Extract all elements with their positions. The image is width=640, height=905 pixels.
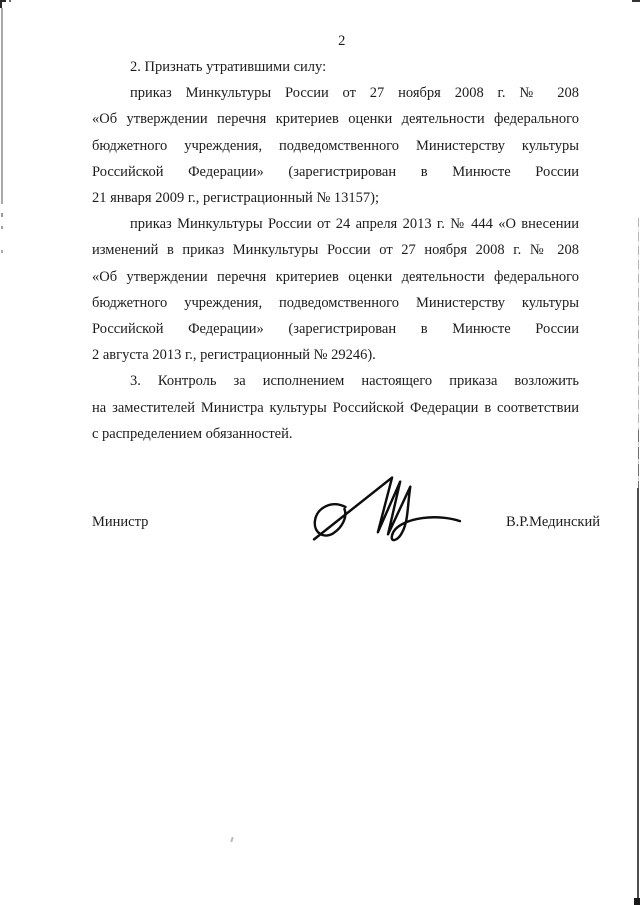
document-line: Российской Федерации» (зарегистрирован в Минюсте России — [92, 321, 579, 338]
scan-artifact-top-right — [632, 0, 640, 2]
document-line: 2 августа 2013 г., регистрационный № 29246). — [92, 347, 376, 364]
document-line: 3. Контроль за исполнением настоящего приказа возложить — [130, 373, 579, 390]
document-line: бюджетного учреждения, подведомственного Министерству культуры — [92, 137, 579, 154]
page-number: 2 — [338, 33, 346, 49]
scan-artifact-dash — [1, 213, 3, 217]
document-line: бюджетного учреждения, подведомственного Министерству культуры — [92, 294, 579, 311]
signer-name: В.Р.Мединский — [505, 514, 600, 530]
document-line: приказ Минкультуры России от 24 апреля 2013 г. № 444 «О внесении — [130, 216, 579, 233]
scan-artifact-top-left — [0, 0, 6, 2]
document-line: 2. Признать утратившими силу: — [130, 59, 327, 75]
document-line: приказ Минкультуры России от 27 ноября 2008 г. № 208 — [130, 85, 579, 102]
document-line: «Об утверждении перечня критериев оценки деятельности федерального — [92, 268, 579, 285]
scan-artifact-dot — [9, 0, 11, 2]
scan-artifact-dash — [1, 226, 3, 229]
paragraph-item-2 — [92, 54, 579, 80]
scan-artifact-left-edge-line — [1, 8, 3, 204]
scan-artifact-dash — [1, 250, 3, 253]
signer-post-title: Министр — [92, 514, 149, 530]
document-line: 21 января 2009 г., регистрационный № 13157); — [92, 190, 380, 207]
scan-artifact-bottom-right — [634, 898, 640, 905]
paragraph-item-3 — [92, 368, 579, 447]
document-line: с распределением обязанностей. — [92, 425, 293, 442]
document-body — [92, 54, 579, 447]
document-line: на заместителей Министра культуры Российской Федерации в соответствии — [92, 399, 579, 416]
handwritten-signature-icon — [311, 474, 463, 548]
document-line: «Об утверждении перечня критериев оценки деятельности федерального — [92, 111, 579, 128]
scan-artifact-right-edge-line — [638, 218, 639, 430]
signature-block — [92, 512, 600, 532]
scan-artifact-speck — [230, 837, 233, 842]
scan-artifact-right-edge-line — [637, 488, 639, 905]
scan-artifact-right-edge-line — [638, 430, 639, 488]
document-line: изменений в приказ Минкультуры России от 27 ноября 2008 г. № 208 — [92, 242, 579, 259]
document-line: Российской Федерации» (зарегистрирован в Минюсте России — [92, 163, 579, 180]
paragraph-order-2008 — [92, 80, 579, 211]
paragraph-order-2013 — [92, 211, 579, 368]
